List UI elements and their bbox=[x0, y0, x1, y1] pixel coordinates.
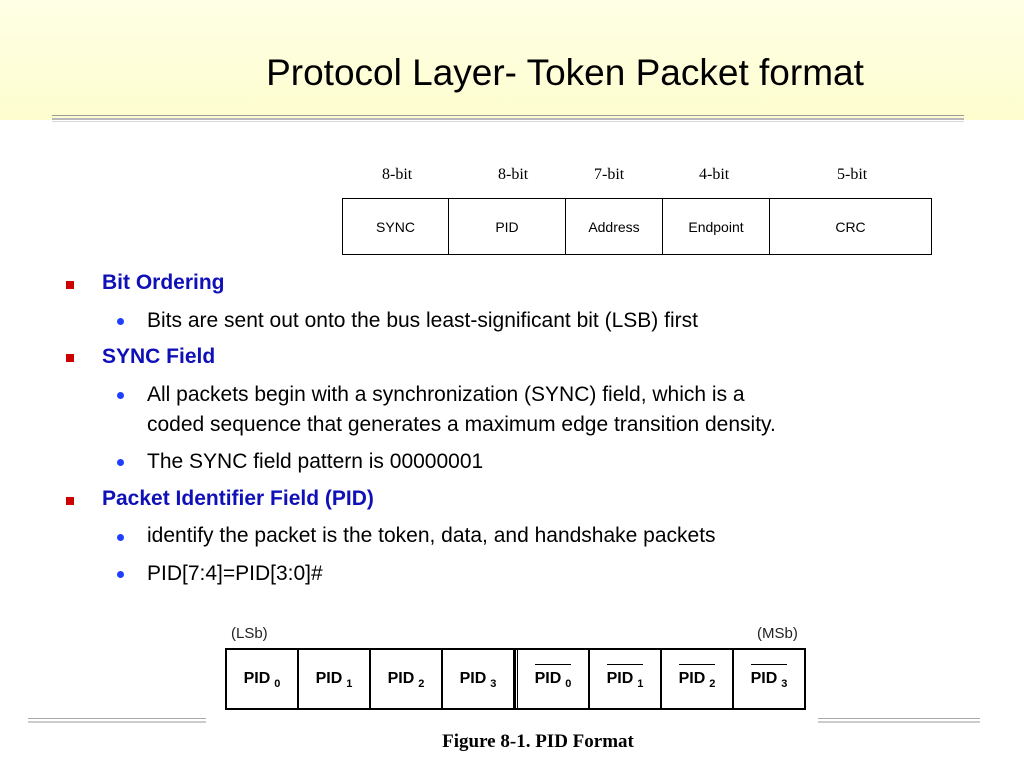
pid-bit-index: 3 bbox=[781, 678, 788, 690]
pid-bit-index: 2 bbox=[418, 678, 425, 690]
pid-bit-index: 0 bbox=[565, 678, 572, 690]
bit-width-label: 8-bit bbox=[382, 166, 413, 183]
field-endpoint: Endpoint bbox=[663, 199, 770, 254]
title-divider bbox=[52, 115, 964, 116]
lsb-label: (LSb) bbox=[231, 625, 268, 642]
pid-bit-name: PID bbox=[243, 670, 271, 687]
pid-bit-name: PID bbox=[750, 670, 778, 687]
footer-divider bbox=[818, 721, 980, 723]
field-pid: PID bbox=[449, 199, 566, 254]
bullet-item: The SYNC field pattern is 00000001 bbox=[147, 450, 484, 473]
footer-divider bbox=[28, 718, 206, 719]
msb-label: (MSb) bbox=[757, 625, 798, 642]
bit-width-label: 7-bit bbox=[594, 166, 625, 183]
bullet-item: Bits are sent out onto the bus least-significant bit (LSB) first bbox=[147, 309, 698, 332]
pid-bit-cell bbox=[443, 650, 515, 708]
pid-bit-name: PID bbox=[459, 670, 487, 687]
pid-format-figure bbox=[225, 648, 806, 710]
bullet-heading: SYNC Field bbox=[102, 345, 216, 368]
complement-overbar bbox=[679, 664, 715, 665]
bullet-heading: Bit Ordering bbox=[102, 271, 225, 294]
pid-bit-name: PID bbox=[534, 670, 562, 687]
bullet-item-continuation: coded sequence that generates a maximum edge transition density. bbox=[147, 413, 776, 436]
pid-bit-cell bbox=[371, 650, 443, 708]
field-address: Address bbox=[566, 199, 663, 254]
title-divider bbox=[52, 121, 964, 122]
pid-check-bit-cell bbox=[515, 650, 590, 708]
dot-bullet-icon bbox=[117, 459, 124, 466]
pid-bit-index: 2 bbox=[709, 678, 716, 690]
slide-title: Protocol Layer- Token Packet format bbox=[266, 52, 864, 93]
pid-check-bit-cell bbox=[590, 650, 662, 708]
pid-bit-name: PID bbox=[315, 670, 343, 687]
bullet-item: All packets begin with a synchronization (SYNC) field, which is a bbox=[147, 383, 745, 406]
pid-bit-cell bbox=[299, 650, 371, 708]
dot-bullet-icon bbox=[117, 534, 124, 541]
dot-bullet-icon bbox=[117, 392, 124, 399]
pid-bit-name: PID bbox=[387, 670, 415, 687]
footer-divider bbox=[818, 718, 980, 719]
square-bullet-icon bbox=[66, 497, 74, 505]
bullet-item: PID[7:4]=PID[3:0]# bbox=[147, 562, 323, 585]
bit-width-label: 4-bit bbox=[699, 166, 730, 183]
complement-overbar bbox=[751, 664, 787, 665]
complement-overbar bbox=[607, 664, 643, 665]
bit-width-label: 8-bit bbox=[498, 166, 529, 183]
pid-check-bit-cell bbox=[734, 650, 804, 708]
square-bullet-icon bbox=[66, 281, 74, 289]
figure-caption: Figure 8-1. PID Format bbox=[442, 731, 634, 752]
footer-divider bbox=[28, 721, 206, 723]
title-divider bbox=[52, 118, 964, 120]
bullet-heading: Packet Identifier Field (PID) bbox=[102, 487, 374, 510]
token-packet-table bbox=[342, 198, 932, 255]
pid-bit-index: 1 bbox=[346, 678, 353, 690]
bit-width-label: 5-bit bbox=[837, 166, 868, 183]
pid-bit-index: 0 bbox=[274, 678, 281, 690]
pid-bit-name: PID bbox=[606, 670, 634, 687]
bullet-item: identify the packet is the token, data, and handshake packets bbox=[147, 524, 716, 547]
field-sync: SYNC bbox=[343, 199, 449, 254]
dot-bullet-icon bbox=[117, 318, 124, 325]
pid-bit-name: PID bbox=[678, 670, 706, 687]
pid-bit-index: 3 bbox=[490, 678, 497, 690]
pid-check-bit-cell bbox=[662, 650, 734, 708]
field-crc: CRC bbox=[835, 218, 866, 235]
complement-overbar bbox=[535, 664, 571, 665]
dot-bullet-icon bbox=[117, 571, 124, 578]
pid-bit-cell bbox=[227, 650, 299, 708]
square-bullet-icon bbox=[66, 354, 74, 362]
pid-bit-index: 1 bbox=[637, 678, 644, 690]
